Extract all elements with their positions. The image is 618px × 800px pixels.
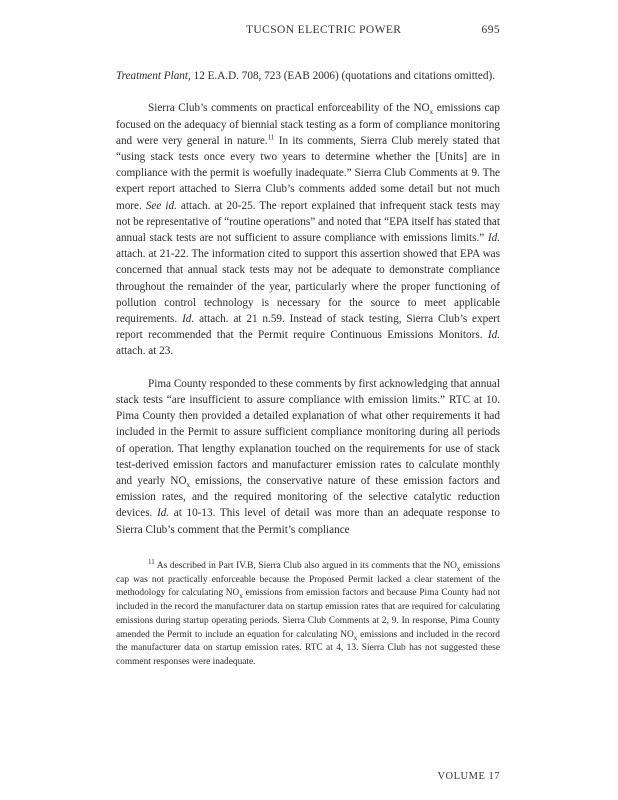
volume-footer: VOLUME 17 (437, 771, 500, 782)
paragraph-sierra-club-comments: Sierra Club’s comments on practical enforceability of the $NO_x$ emissions cap focused on the adequacy of biennial stack testing as a form of compliance monitoring and were very general in nature.$^{11}$ In its comments, Sierra Club merely stated that “using stack tests once every two years to determine whether the [Units] are in compliance with the permit is woefully inadequate.” Sierra Club Comments at 9. The expert report attached to Sierra Club’s comments added some detail but not much more. See id. attach. at 20-25. The report explained that infrequent stack tests may not be representative of “routine operations” and noted that “EPA itself has stated that annual stack tests are not sufficient to assure compliance with emissions limits.” Id. attach. at 21-22. The information cited to support this assertion showed that EPA was concerned that annual stack tests may not be adequate to demonstrate compliance throughout the remainder of the year, particularly where the proper functioning of pollution control technology is necessary for the source to meet applicable requirements. Id. attach. at 21 n.59. Instead of stack testing, Sierra Club’s expert report recommended that the Permit require Continuous Emissions Monitors. Id. attach. at 23. (116, 102, 501, 358)
footnote-11 (116, 557, 500, 670)
paragraph-citation-continuation: Treatment Plant, 12 E.A.D. 708, 723 (EAB 2006) (quotations and citations omitted). (116, 70, 495, 82)
case-citation: Treatment Plant, (116, 70, 191, 82)
footnote-reference: 11 (267, 133, 275, 142)
main-text (116, 68, 500, 538)
page-number: 695 (481, 24, 500, 36)
footnote-number: 11 (148, 557, 155, 566)
paragraph-pima-county-response: Pima County responded to these comments by first acknowledging that annual stack tests “are insufficient to assure compliance with emission limits.” RTC at 10. Pima County then provided a detailed explanation of what other requirements it had included in the Permit to assure sufficient compliance monitoring during all periods of operation. That lengthy explanation touched on the requirements for use of stack test-derived emission factors and manufacturer emission rates to calculate monthly and yearly $NO_x$ emissions, the conservative nature of these emission factors and emission rates, and the required monitoring of the selective catalytic reduction devices. Id. at 10-13. This level of detail was more than an adequate response to Sierra Club’s comment that the Permit’s compliance (116, 377, 501, 536)
footnote-text: $^{11}$ As described in Part IV.B, Sierra Club also argued in its comments that the $NO_x$ emissions cap was not practically enforceable because the Proposed Permit lacked a clear statement of the methodology for calculating $NO_x$ emissions from emission factors and because Pima County had not included in the record the manufacturer data on startup emission rates that are required for calculating emissions during startup operating periods. Sierra Club Comments at 2, 9. In response, Pima County amended the Permit to include an equation for calculating $NO_x$ emissions and included in the record the manufacturer data on startup emission rates. RTC at 4, 13. Sierra Club has not suggested these comment responses were inadequate. (116, 557, 500, 667)
running-header-title: TUCSON ELECTRIC POWER (246, 24, 402, 36)
